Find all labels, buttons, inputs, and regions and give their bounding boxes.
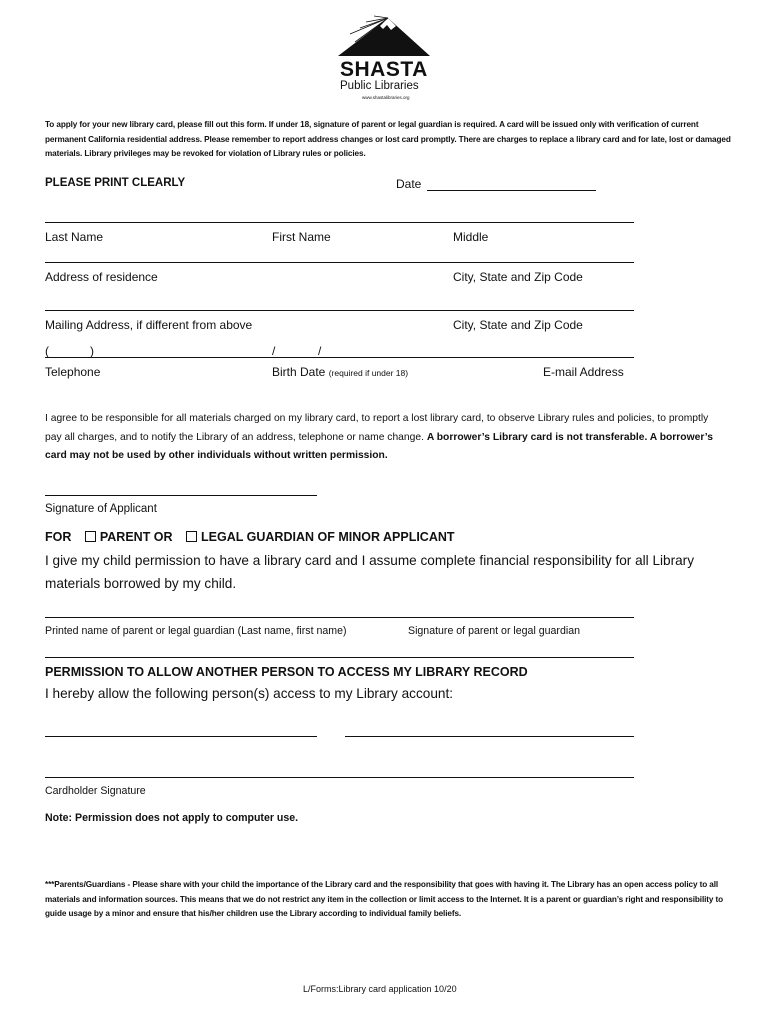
phone-birth-email-line[interactable] [45,357,634,358]
library-logo [330,14,440,104]
birth-date-text: Birth Date [272,365,326,379]
date-field-line[interactable] [427,190,596,191]
birth-slash-1: / [272,344,276,358]
access-text: I hereby allow the following person(s) access to my Library account: [45,686,453,701]
cardholder-signature-line[interactable] [45,777,634,778]
first-name-label: First Name [272,230,331,244]
city-state-zip-label: City, State and Zip Code [453,270,583,284]
mailing-field-line[interactable] [45,310,634,311]
last-name-label: Last Name [45,230,104,244]
mailing-city-label: City, State and Zip Code [453,318,583,332]
for-label: FOR [45,530,72,544]
signature-applicant-label: Signature of Applicant [45,503,157,515]
address-field-line[interactable] [45,262,634,263]
legal-guardian-checkbox[interactable] [186,531,197,542]
email-label: E-mail Address [543,365,624,379]
birth-slash-2: / [318,344,322,358]
logo-name: SHASTA [340,58,428,81]
agreement-body: I agree to be responsible for all materials charged on my library card, to report a lost library card, to observe Library rules and policies, to promptly pay all charges, and to notify the Library of an address, telephone or name change. [45,413,709,443]
agreement-text [45,410,725,466]
middle-label: Middle [453,230,489,244]
address-label: Address of residence [45,270,158,284]
access-heading: PERMISSION TO ALLOW ANOTHER PERSON TO ACCESS MY LIBRARY RECORD [45,665,528,679]
applicant-signature-line[interactable] [45,495,317,496]
guardian-field-line[interactable] [45,617,634,618]
telephone-label: Telephone [45,365,101,379]
print-clearly-heading: PLEASE PRINT CLEARLY [45,177,186,189]
intro-text: To apply for your new library card, please fill out this form. If under 18, signature of parent or legal guardian is required. A card will be issued only with verification of current permanent California residential address. Please remember to report address changes or lost card promptly. There are charges to replace a library card and for late, lost or damaged materials. Library privileges may be revoked for violation of Library rules or policies. [45,120,731,159]
guardian-permission-text: I give my child permission to have a library card and I assume complete financial responsibility for all Library materials borrowed by my child. [45,553,695,591]
parents-note: ***Parents/Guardians - Please share with your child the importance of the Library card and the responsibility that goes with having it. The Library has an open access policy to all materials and information sources. This means that we do not restrict any item in the collection or limit access to the Internet. It is a parent or guardian’s right and responsibility to guide usage by a minor and ensure that his/her children use the Library according to individual family beliefs. [45,880,724,919]
birth-date-label [272,365,408,379]
access-person-line-1[interactable] [45,736,317,737]
parent-or-label: PARENT OR [99,530,173,544]
agreement-bold: A borrower’s Library card is not transferable. A borrower’s card may not be used by other individuals without written permission. [45,431,713,461]
guardian-heading [45,530,455,544]
access-person-line-2[interactable] [345,736,634,737]
guardian-signature-label: Signature of parent or legal guardian [408,625,580,637]
computer-use-note: Note: Permission does not apply to computer use. [45,812,299,824]
footer-form-id: L/Forms:Library card application 10/20 [303,984,457,994]
mountain-logo-icon [330,14,440,60]
phone-close-paren: ) [90,344,94,358]
access-divider-line [45,657,634,658]
birth-date-note: (required if under 18) [328,368,409,378]
name-field-line[interactable] [45,222,634,223]
parent-checkbox[interactable] [85,531,96,542]
printed-name-label: Printed name of parent or legal guardian (Last name, first name) [45,625,347,637]
legal-guardian-label: LEGAL GUARDIAN OF MINOR APPLICANT [201,530,455,544]
cardholder-signature-label: Cardholder Signature [45,785,146,797]
mailing-address-label: Mailing Address, if different from above [45,318,253,332]
date-label: Date [396,177,422,191]
logo-subtitle: Public Libraries [340,80,419,92]
phone-open-paren: ( [45,344,49,358]
logo-url: www.shastalibraries.org [362,95,410,100]
